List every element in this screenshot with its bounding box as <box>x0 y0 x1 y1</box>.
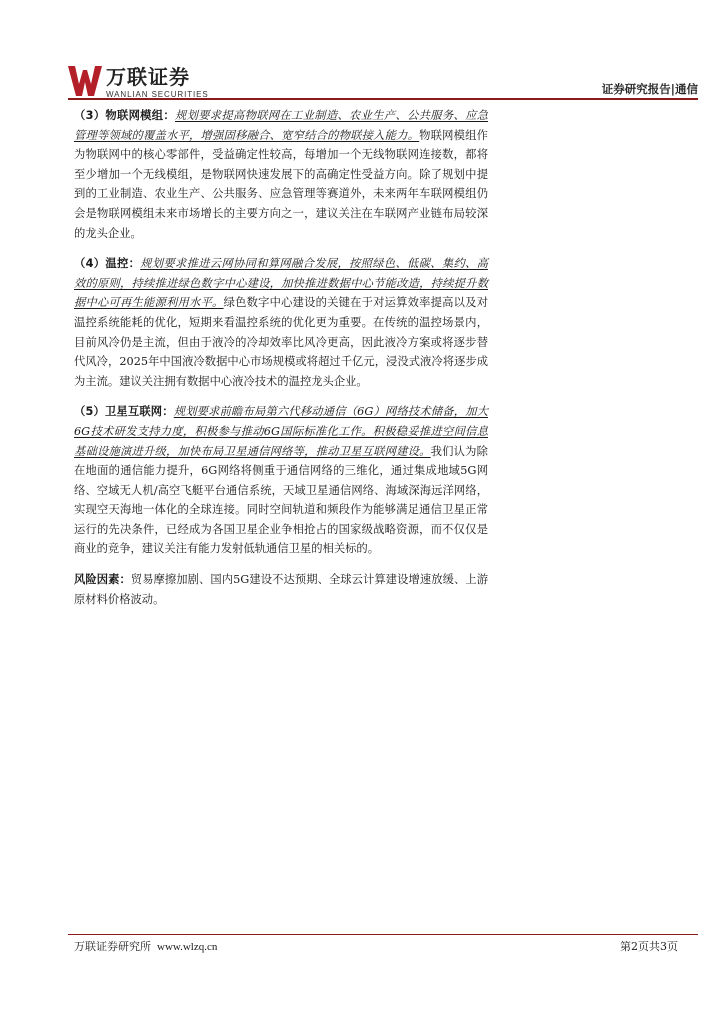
logo-en-text: WANLIAN SECURITIES <box>106 90 209 99</box>
paragraph-lead: （3）物联网模组： <box>74 109 175 122</box>
paragraph-emphasis: 规划要求前瞻布局第六代移动通信（6G）网络技术储备，加大6G技术研发支持力度，积极参与推动6G国际标准化工作。积极稳妥推进空间信息基础设施演进升级，加快布局卫星通信网络等，推动卫星互联网建设。 <box>74 405 488 458</box>
paragraph-iot-module <box>74 106 488 243</box>
w-logo-icon <box>68 66 102 96</box>
paragraph-lead: 风险因素： <box>74 573 131 587</box>
paragraph-lead: （4）温控： <box>74 257 141 271</box>
footer-source <box>74 938 217 954</box>
footer-website-link[interactable]: www.wlzq.cn <box>157 941 218 953</box>
paragraph-risk-factors <box>74 570 488 609</box>
page-header <box>68 65 698 100</box>
paragraph-satellite-internet <box>74 402 488 559</box>
header-divider <box>68 98 698 100</box>
footer-divider <box>68 934 698 935</box>
company-logo <box>68 66 209 100</box>
footer-institute: 万联证券研究所 <box>74 940 151 953</box>
paragraph-body: 物联网模组作为物联网中的核心零部件，受益确定性较高，每增加一个无线物联网连接数，都将至少增加一个无线模组，是物联网快速发展下的高确定性受益方向。除了规划中提到的工业制造、农业生产、公共服务、应急管理等赛道外，未来两年车联网模组仍会是物联网模组未来市场增长的主要方向之一，建议关注在车联网产业链布局较深的龙头企业。 <box>74 128 488 240</box>
paragraph-body: 我们认为除在地面的通信能力提升，6G网络将侧重于通信网络的三维化，通过集成地域5G网络、空域无人机/高空飞艇平台通信系统，天域卫星通信网络、海域深海远洋网络，实现空天海地一体化的全球连接。同时空间轨道和频段作为能够满足通信卫星正常运行的先决条件，已经成为各国卫星企业争相抢占的国家级战略资源，而不仅仅是商业的竞争，建议关注有能力发射低轨通信卫星的相关标的。 <box>74 444 488 556</box>
report-body <box>74 106 488 620</box>
logo-cn-text: 万联证券 <box>106 65 190 89</box>
page-number: 第2页共3页 <box>620 940 678 953</box>
paragraph-lead: （5）卫星互联网： <box>74 405 174 419</box>
report-type-label: 证券研究报告|通信 <box>601 82 698 96</box>
paragraph-thermal-control <box>74 254 488 391</box>
paragraph-emphasis: 规划要求推进云网协同和算网融合发展，按照绿色、低碳、集约、高效的原则，持续推进绿色数字中心建设，加快推进数据中心节能改造，持续提升数据中心可再生能源利用水平。 <box>74 257 488 310</box>
paragraph-body: 绿色数字中心建设的关键在于对运算效率提高以及对温控系统能耗的优化，短期来看温控系统的优化更为重要。在传统的温控场景内，目前风冷仍是主流，但由于液冷的冷却效率比风冷更高，因此液冷方案或将逐步替代风冷，2025年中国液冷数据中心市场规模或将超过千亿元，浸没式液冷将逐步成为主流。建议关注拥有数据中心液冷技术的温控龙头企业。 <box>74 296 488 388</box>
paragraph-emphasis: 规划要求提高物联网在工业制造、农业生产、公共服务、应急管理等领域的覆盖水平，增强固移融合、宽窄结合的物联接入能力。 <box>74 109 488 142</box>
paragraph-body: 贸易摩擦加剧、国内5G建设不达预期、全球云计算建设增速放缓、上游原材料价格波动。 <box>74 573 488 606</box>
